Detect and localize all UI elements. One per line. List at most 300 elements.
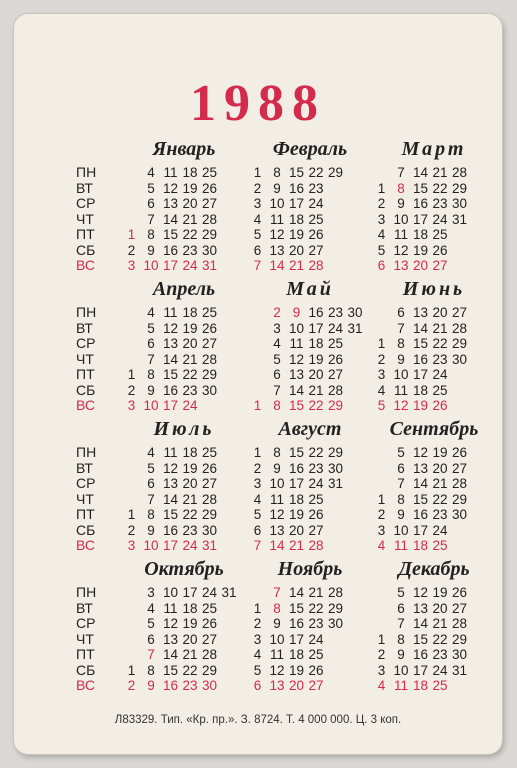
day-cell: 12: [269, 227, 285, 242]
day-cell: 11: [269, 647, 284, 662]
quarter-block: [14, 558, 502, 698]
day-cell: 24: [327, 320, 344, 336]
day-cell: 8: [147, 662, 155, 678]
day-cell: 13: [162, 631, 179, 647]
day-cell: 17: [182, 585, 198, 600]
day-cell: 14: [412, 616, 429, 631]
weekday-label: СБ: [76, 381, 96, 398]
quarter-block: [14, 278, 502, 418]
day-cell: 23: [308, 616, 324, 631]
day-cell: 10: [162, 585, 179, 600]
day-cell: 22: [182, 662, 198, 678]
month-name: Сентябрь: [389, 418, 479, 440]
day-cell: 27: [308, 522, 324, 538]
day-cell: 16: [162, 382, 179, 398]
day-cell: 8: [273, 600, 281, 616]
weekday-label: ВС: [76, 397, 95, 413]
day-cell: 22: [308, 165, 324, 180]
day-cell: 29: [451, 336, 468, 351]
day-cell: 9: [147, 242, 155, 258]
day-cell: 8: [397, 336, 405, 351]
day-cell: 14: [269, 538, 285, 553]
month-8: [248, 418, 372, 558]
day-cell: 16: [288, 616, 305, 631]
day-cell: 17: [162, 538, 179, 553]
month-name: Апрель: [152, 278, 216, 300]
day-cell: 21: [182, 211, 198, 227]
month-2: [248, 138, 372, 278]
day-cell: 7: [397, 165, 405, 180]
day-cell: 14: [269, 258, 285, 273]
day-cell: 13: [412, 305, 429, 320]
day-cell: 12: [269, 507, 285, 522]
day-cell: 18: [288, 491, 305, 507]
day-cell: 5: [147, 320, 155, 336]
day-cell: 25: [201, 305, 218, 320]
day-cell: 19: [432, 585, 448, 600]
day-cell: 28: [451, 616, 468, 631]
day-cell: 28: [201, 491, 218, 507]
day-cell: 15: [412, 631, 429, 647]
day-cell: 1: [127, 662, 136, 678]
day-cell: 22: [432, 336, 448, 351]
day-cell: 21: [432, 320, 448, 336]
day-cell: 16: [162, 522, 179, 538]
day-cell: 26: [201, 180, 218, 196]
day-cell: 31: [201, 258, 218, 273]
day-cell: 7: [147, 647, 155, 662]
day-cell: 24: [182, 398, 198, 413]
day-cell: 9: [397, 647, 405, 662]
day-cell: 31: [451, 211, 468, 227]
day-cell: 6: [253, 242, 262, 258]
day-cell: 30: [327, 616, 344, 631]
day-cell: 23: [182, 522, 198, 538]
day-cell: 11: [393, 678, 408, 693]
day-cell: 24: [308, 476, 324, 491]
day-cell: 6: [147, 196, 155, 211]
day-cell: 15: [288, 398, 305, 413]
day-cell: 19: [182, 460, 198, 476]
day-cell: 5: [253, 227, 262, 242]
day-cell: 31: [221, 585, 237, 600]
month-1: [122, 138, 246, 278]
day-cell: 1: [377, 180, 386, 196]
day-cell: 20: [182, 631, 198, 647]
day-cell: 25: [308, 491, 324, 507]
day-cell: 11: [289, 336, 304, 351]
day-cell: 1: [127, 227, 136, 242]
day-cell: 27: [327, 367, 344, 382]
day-cell: 23: [182, 242, 198, 258]
day-cell: 3: [377, 211, 386, 227]
day-cell: 29: [201, 662, 218, 678]
day-cell: 7: [253, 538, 262, 553]
day-cell: 10: [393, 367, 409, 382]
day-cell: 30: [451, 647, 468, 662]
day-cell: 21: [308, 585, 324, 600]
day-cell: 18: [288, 647, 305, 662]
day-cell: 24: [308, 631, 324, 647]
day-cell: 27: [201, 196, 218, 211]
day-cell: 7: [147, 491, 155, 507]
weekday-labels: [76, 165, 96, 274]
day-cell: 24: [432, 211, 448, 227]
day-cell: 13: [393, 258, 409, 273]
calendar-card: [14, 14, 502, 754]
day-cell: 10: [269, 196, 285, 211]
day-cell: 27: [451, 460, 468, 476]
day-cell: 29: [201, 367, 218, 382]
day-cell: 20: [182, 336, 198, 351]
day-cell: 14: [288, 382, 305, 398]
day-cell: 10: [269, 476, 285, 491]
day-cell: 30: [451, 507, 468, 522]
day-cell: 30: [451, 196, 468, 211]
day-cell: 25: [201, 165, 218, 180]
day-cell: 16: [308, 305, 324, 320]
day-cell: 29: [327, 445, 344, 460]
day-cell: 1: [377, 631, 386, 647]
day-cell: 19: [412, 398, 429, 413]
day-cell: 24: [201, 585, 218, 600]
day-cell: 18: [182, 165, 198, 180]
day-cell: 22: [308, 600, 324, 616]
day-cell: 13: [269, 522, 285, 538]
day-cell: 26: [308, 507, 324, 522]
day-cell: 7: [273, 585, 281, 600]
day-cell: 23: [327, 305, 344, 320]
day-cell: 26: [432, 398, 448, 413]
day-cell: 9: [292, 305, 301, 320]
month-name: Февраль: [272, 138, 348, 160]
weekday-label: СБ: [76, 661, 96, 678]
day-cell: 4: [147, 445, 155, 460]
month-11: [248, 558, 372, 698]
day-cell: 11: [393, 382, 408, 398]
day-cell: 25: [201, 600, 218, 616]
weekday-label: ЧТ: [76, 210, 94, 227]
day-cell: 5: [377, 398, 386, 413]
day-cell: 3: [273, 320, 281, 336]
day-cell: 26: [201, 460, 218, 476]
day-cell: 20: [308, 367, 324, 382]
day-cell: 29: [327, 600, 344, 616]
day-cell: 14: [162, 491, 179, 507]
month-12: [372, 558, 496, 698]
day-cell: 16: [288, 460, 305, 476]
day-cell: 1: [253, 600, 262, 616]
day-cell: 10: [393, 211, 409, 227]
day-cell: 17: [162, 398, 179, 413]
day-cell: 2: [377, 196, 386, 211]
weekday-label: ПТ: [76, 366, 95, 382]
weekday-label: ПН: [76, 304, 97, 320]
day-cell: 16: [412, 647, 429, 662]
month-10: [122, 558, 246, 698]
day-cell: 29: [451, 491, 468, 507]
day-cell: 1: [377, 491, 386, 507]
day-cell: 9: [147, 382, 155, 398]
day-cell: 21: [288, 538, 305, 553]
day-cell: 21: [432, 165, 448, 180]
weekday-label: ВС: [76, 677, 95, 693]
day-cell: 9: [397, 507, 405, 522]
day-cell: 27: [308, 242, 324, 258]
day-cell: 19: [288, 227, 305, 242]
day-cell: 8: [397, 631, 405, 647]
day-cell: 20: [182, 196, 198, 211]
day-cell: 1: [253, 165, 262, 180]
day-cell: 16: [288, 180, 305, 196]
day-cell: 22: [432, 631, 448, 647]
day-cell: 28: [201, 351, 218, 367]
day-cell: 6: [147, 336, 155, 351]
day-cell: 26: [201, 320, 218, 336]
day-cell: 27: [451, 305, 468, 320]
day-cell: 29: [201, 507, 218, 522]
day-cell: 8: [147, 367, 155, 382]
day-cell: 28: [201, 211, 218, 227]
day-cell: 18: [182, 445, 198, 460]
day-cell: 12: [412, 445, 429, 460]
day-cell: 5: [147, 616, 155, 631]
day-cell: 5: [253, 507, 262, 522]
day-cell: 18: [412, 227, 429, 242]
day-cell: 27: [451, 600, 468, 616]
weekday-label: ПТ: [76, 646, 95, 662]
weekday-label: ВС: [76, 537, 95, 553]
day-cell: 24: [432, 522, 448, 538]
day-cell: 18: [412, 382, 429, 398]
weekday-label: СР: [76, 335, 96, 351]
day-cell: 20: [288, 522, 305, 538]
day-cell: 2: [127, 678, 136, 693]
day-cell: 26: [308, 227, 324, 242]
day-cell: 22: [308, 398, 324, 413]
day-cell: 3: [377, 367, 386, 382]
month-name: Июль: [153, 418, 215, 440]
day-cell: 10: [143, 538, 159, 553]
day-cell: 14: [162, 211, 179, 227]
day-cell: 12: [412, 585, 429, 600]
day-cell: 23: [432, 196, 448, 211]
weekday-label: ПТ: [76, 226, 95, 242]
day-cell: 5: [147, 460, 155, 476]
day-cell: 25: [432, 227, 448, 242]
month-name: Июнь: [402, 278, 466, 300]
day-cell: 4: [147, 600, 155, 616]
day-cell: 5: [273, 351, 281, 367]
day-cell: 30: [201, 522, 218, 538]
day-cell: 16: [412, 507, 429, 522]
day-cell: 11: [393, 538, 408, 553]
day-cell: 11: [269, 211, 284, 227]
day-cell: 2: [127, 382, 136, 398]
weekday-label: СР: [76, 475, 96, 491]
day-cell: 12: [393, 398, 409, 413]
weekday-label: СР: [76, 615, 96, 631]
day-cell: 25: [432, 538, 448, 553]
day-cell: 28: [451, 476, 468, 491]
weekday-label: ВТ: [76, 599, 93, 616]
day-cell: 6: [397, 460, 405, 476]
day-cell: 3: [147, 585, 155, 600]
day-cell: 12: [393, 242, 409, 258]
day-cell: 17: [412, 211, 429, 227]
day-cell: 4: [377, 678, 386, 693]
day-cell: 7: [397, 320, 405, 336]
weekday-label: ВТ: [76, 179, 93, 196]
weekday-labels: [76, 585, 96, 694]
day-cell: 3: [127, 398, 136, 413]
day-cell: 12: [269, 662, 285, 678]
day-cell: 23: [182, 678, 198, 693]
weekday-label: ПТ: [76, 506, 95, 522]
weekday-label: СБ: [76, 521, 96, 538]
day-cell: 30: [327, 460, 344, 476]
day-cell: 9: [147, 678, 155, 693]
day-cell: 13: [412, 600, 429, 616]
day-cell: 5: [377, 242, 386, 258]
day-cell: 2: [253, 180, 262, 196]
day-cell: 30: [347, 305, 363, 320]
weekday-label: ЧТ: [76, 350, 94, 367]
day-cell: 17: [412, 662, 429, 678]
day-cell: 17: [308, 320, 324, 336]
day-cell: 10: [288, 320, 305, 336]
day-cell: 12: [162, 460, 179, 476]
day-cell: 30: [201, 678, 218, 693]
day-cell: 28: [308, 538, 324, 553]
day-cell: 29: [201, 227, 218, 242]
day-cell: 3: [377, 662, 386, 678]
day-cell: 21: [432, 616, 448, 631]
day-cell: 14: [412, 165, 429, 180]
weekday-label: ЧТ: [76, 490, 94, 507]
day-cell: 20: [412, 258, 429, 273]
month-name: Январь: [152, 138, 216, 160]
day-cell: 25: [432, 678, 448, 693]
day-cell: 13: [162, 336, 179, 351]
day-cell: 20: [288, 678, 305, 693]
day-cell: 14: [162, 351, 179, 367]
day-cell: 15: [162, 367, 179, 382]
day-cell: 17: [162, 258, 179, 273]
day-cell: 11: [393, 227, 408, 242]
weekday-label: ПН: [76, 584, 97, 600]
day-cell: 19: [432, 445, 448, 460]
day-cell: 31: [347, 320, 363, 336]
day-cell: 15: [162, 662, 179, 678]
day-cell: 23: [432, 507, 448, 522]
day-cell: 18: [308, 336, 324, 351]
day-cell: 17: [412, 367, 429, 382]
day-cell: 21: [308, 382, 324, 398]
weekday-label: ЧТ: [76, 630, 94, 647]
day-cell: 19: [288, 507, 305, 522]
day-cell: 12: [162, 180, 179, 196]
day-cell: 22: [432, 180, 448, 196]
day-cell: 14: [412, 320, 429, 336]
day-cell: 14: [412, 476, 429, 491]
day-cell: 6: [253, 522, 262, 538]
day-cell: 7: [147, 211, 155, 227]
month-name: Октябрь: [144, 558, 224, 580]
day-cell: 21: [288, 258, 305, 273]
day-cell: 9: [147, 522, 155, 538]
day-cell: 20: [432, 600, 448, 616]
day-cell: 2: [127, 242, 136, 258]
day-cell: 11: [163, 165, 178, 180]
day-cell: 26: [201, 616, 218, 631]
day-cell: 26: [451, 585, 468, 600]
day-cell: 21: [432, 476, 448, 491]
day-cell: 16: [412, 196, 429, 211]
day-cell: 11: [163, 600, 178, 616]
day-cell: 14: [162, 647, 179, 662]
day-cell: 16: [162, 242, 179, 258]
day-cell: 26: [308, 662, 324, 678]
day-cell: 3: [127, 258, 136, 273]
day-cell: 8: [147, 507, 155, 522]
day-cell: 28: [308, 258, 324, 273]
month-4: [122, 278, 246, 418]
day-cell: 16: [412, 351, 429, 367]
weekday-label: ВТ: [76, 319, 93, 336]
day-cell: 2: [253, 616, 262, 631]
day-cell: 7: [273, 382, 281, 398]
day-cell: 27: [308, 678, 324, 693]
day-cell: 24: [432, 367, 448, 382]
day-cell: 26: [432, 242, 448, 258]
day-cell: 30: [451, 351, 468, 367]
day-cell: 6: [147, 476, 155, 491]
day-cell: 11: [269, 491, 284, 507]
weekday-label: ПН: [76, 164, 97, 180]
weekday-label: СБ: [76, 241, 96, 258]
day-cell: 18: [412, 538, 429, 553]
day-cell: 10: [393, 662, 409, 678]
day-cell: 21: [182, 351, 198, 367]
day-cell: 27: [201, 631, 218, 647]
day-cell: 14: [288, 585, 305, 600]
day-cell: 6: [273, 367, 281, 382]
day-cell: 19: [412, 242, 429, 258]
quarter-block: [14, 138, 502, 278]
day-cell: 17: [288, 196, 305, 211]
month-name: Ноябрь: [277, 558, 343, 580]
day-cell: 20: [288, 242, 305, 258]
day-cell: 6: [377, 258, 386, 273]
day-cell: 22: [182, 227, 198, 242]
day-cell: 4: [253, 491, 262, 507]
day-cell: 17: [288, 631, 305, 647]
day-cell: 30: [201, 242, 218, 258]
day-cell: 11: [163, 305, 178, 320]
day-cell: 1: [127, 507, 136, 522]
day-cell: 25: [308, 211, 324, 227]
day-cell: 25: [327, 336, 344, 351]
day-cell: 24: [182, 258, 198, 273]
day-cell: 6: [397, 305, 405, 320]
day-cell: 15: [162, 507, 179, 522]
day-cell: 13: [162, 196, 179, 211]
imprint-footer: Л83329. Тип. «Кр. пр.». З. 8724. Т. 4 000 000. Ц. 3 коп.: [114, 714, 402, 726]
day-cell: 19: [182, 320, 198, 336]
day-cell: 23: [432, 647, 448, 662]
day-cell: 10: [269, 631, 285, 647]
